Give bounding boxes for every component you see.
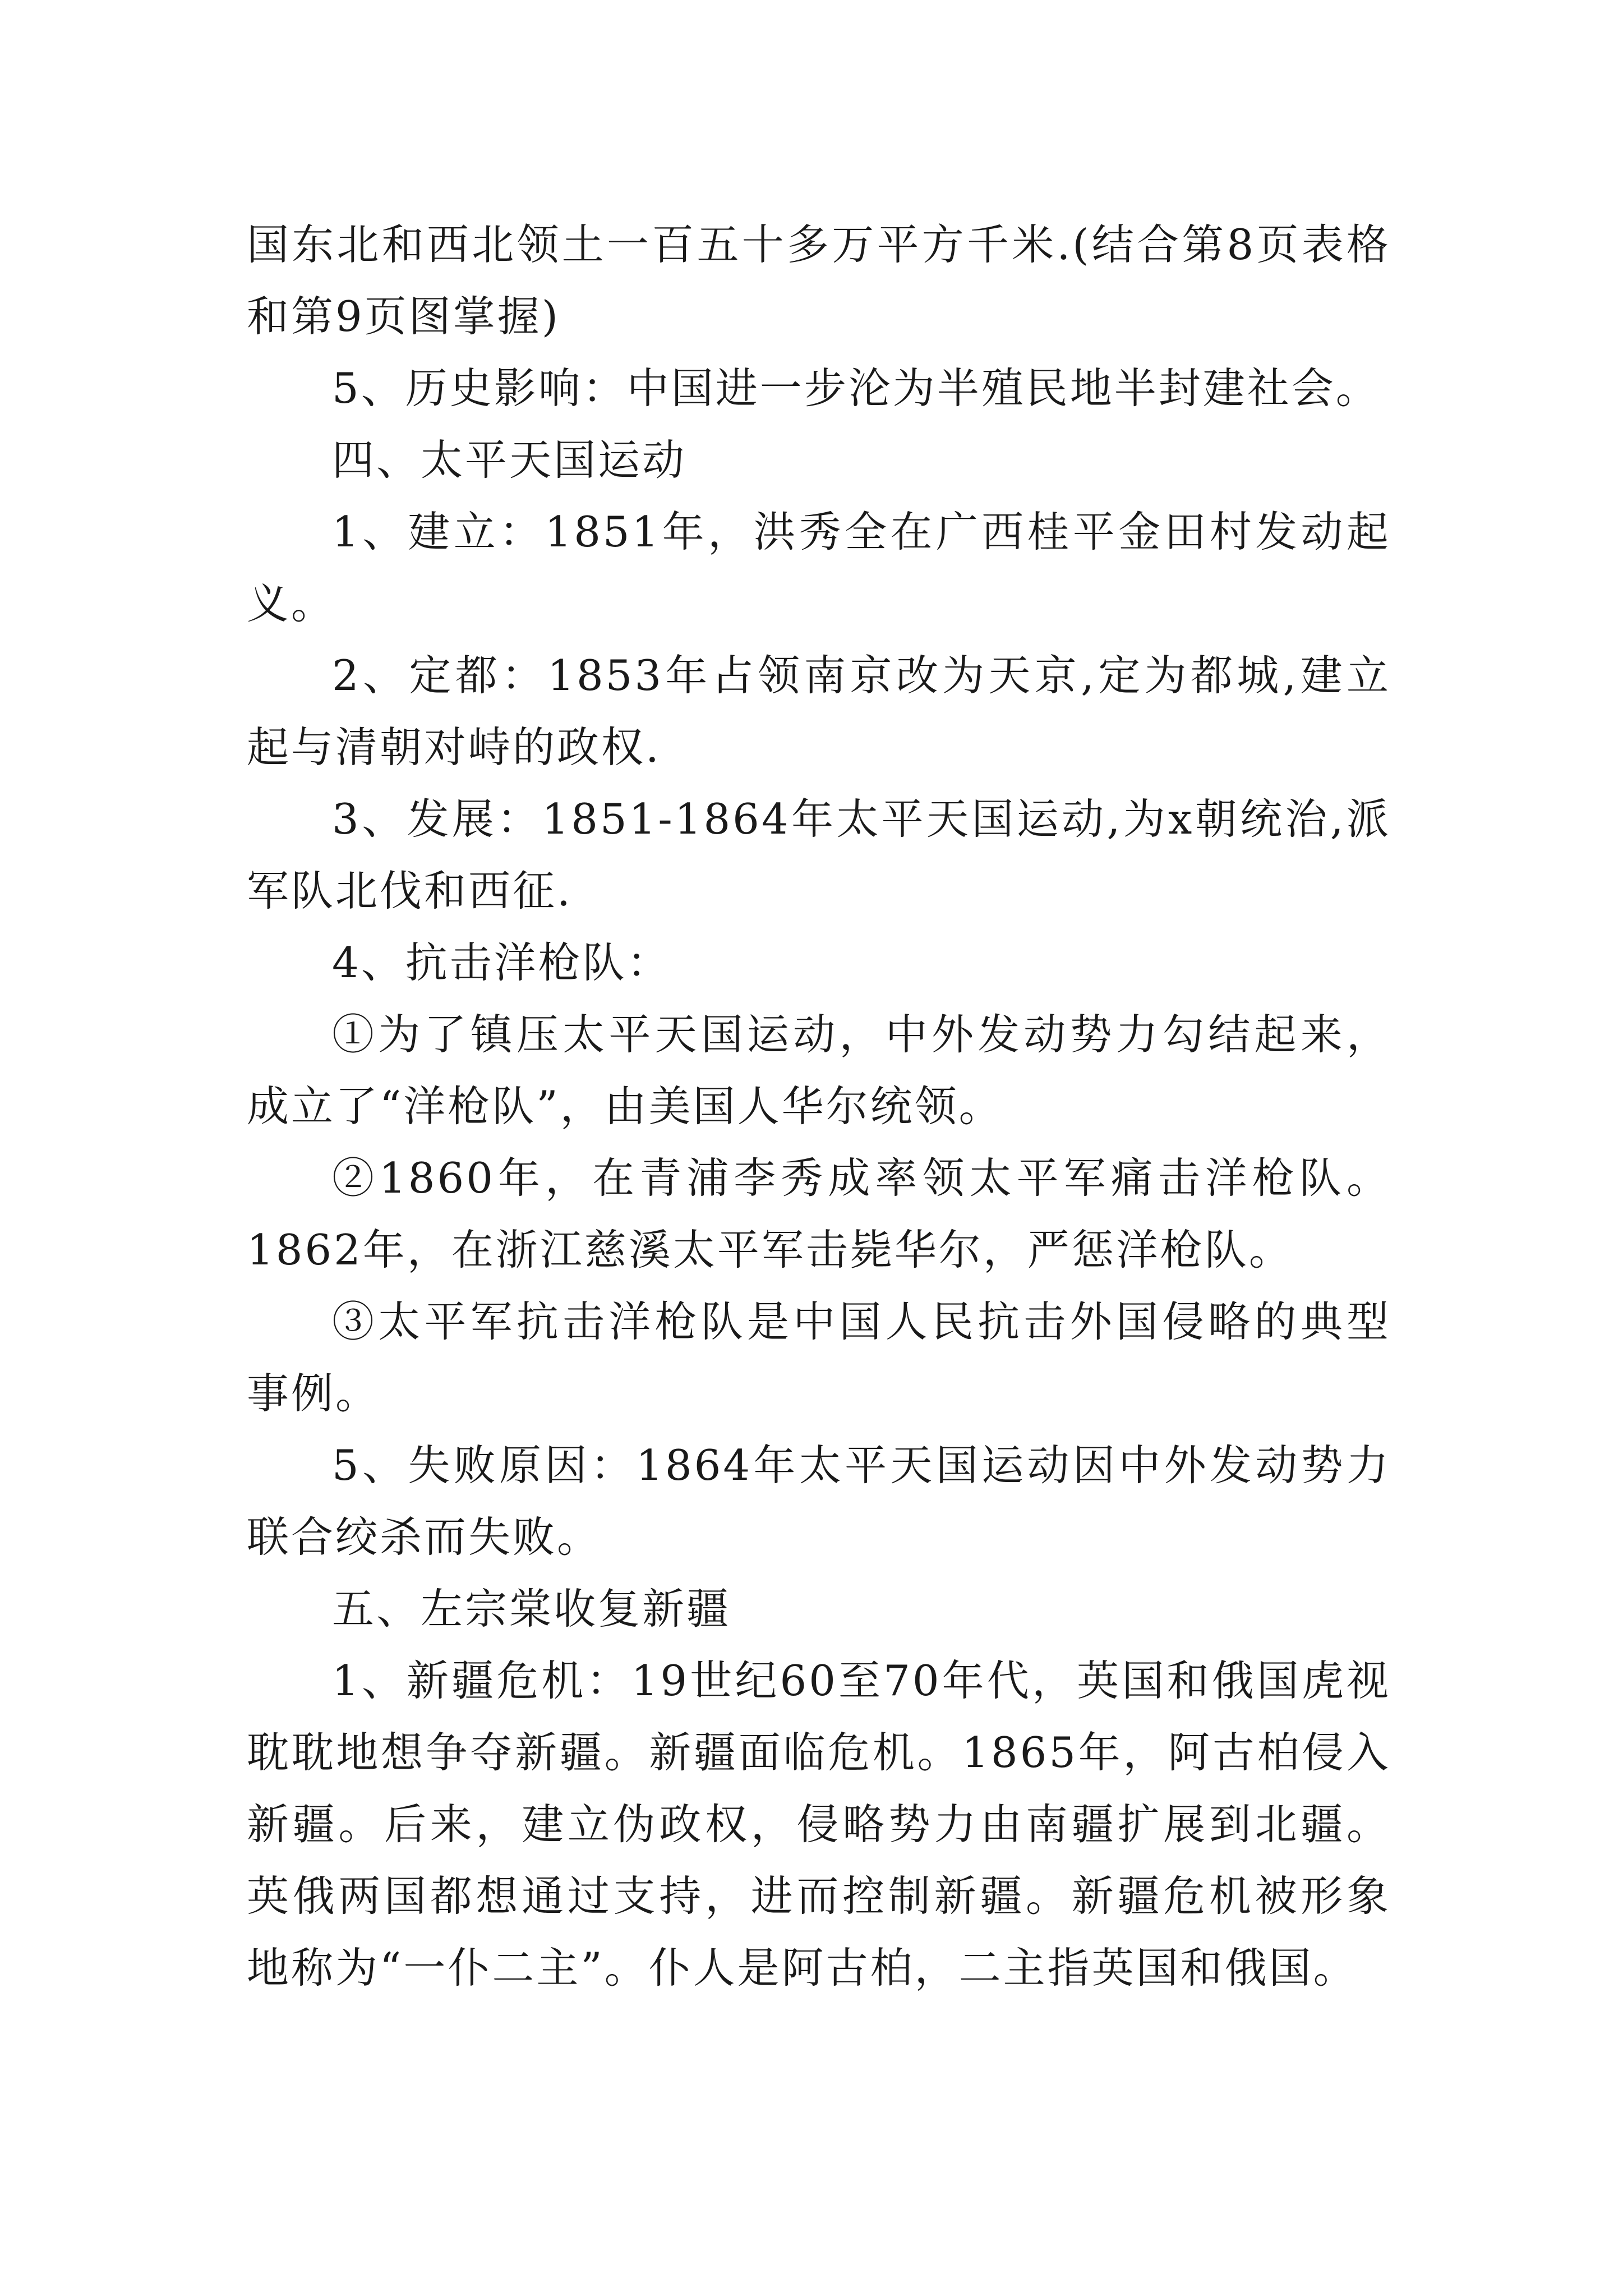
paragraph-continuation: 国东北和西北领土一百五十多万平方千米.(结合第8页表格和第9页图掌握) (247, 220, 1391, 341)
section-heading-taiping: 四、太平天国运动 (332, 435, 687, 485)
paragraph-development: 3、发展：1851-1864年太平天国运动,为x朝统治,派军队北伐和西征. (247, 794, 1391, 915)
document-body (247, 209, 1391, 2004)
paragraph-point-2: ②1860年，在青浦李秀成率领太平军痛击洋枪队。1862年，在浙江慈溪太平军击毙华尔，严惩洋枪队。 (247, 1153, 1391, 1274)
paragraph-capital: 2、定都：1853年占领南京改为天京,定为都城,建立起与清朝对峙的政权. (247, 651, 1391, 772)
paragraph-historical-impact: 5、历史影响：中国进一步沦为半殖民地半封建社会。 (332, 364, 1380, 413)
paragraph-point-1: ①为了镇压太平天国运动，中外发动势力勾结起来，成立了“洋枪队”，由美国人华尔统领。 (247, 1010, 1391, 1131)
paragraph-point-3: ③太平军抗击洋枪队是中国人民抗击外国侵略的典型事例。 (247, 1297, 1391, 1418)
paragraph-establishment: 1、建立：1851年，洪秀全在广西桂平金田村发动起义。 (247, 507, 1391, 628)
paragraph-failure-reasons: 5、失败原因：1864年太平天国运动因中外发动势力联合绞杀而失败。 (247, 1441, 1391, 1562)
paragraph-resisting-ever-victorious-army: 4、抗击洋枪队： (332, 938, 671, 987)
paragraph-xinjiang-crisis: 1、新疆危机：19世纪60至70年代，英国和俄国虎视耽耽地想争夺新疆。新疆面临危机。1865年，阿古柏侵入新疆。后来，建立伪政权，侵略势力由南疆扩展到北疆。英俄两国都想通过支持，进而控制新疆。新疆危机被形象地称为“一仆二主”。仆人是阿古柏，二主指英国和俄国。 (247, 1656, 1391, 1993)
section-heading-xinjiang: 五、左宗棠收复新疆 (332, 1584, 731, 1634)
